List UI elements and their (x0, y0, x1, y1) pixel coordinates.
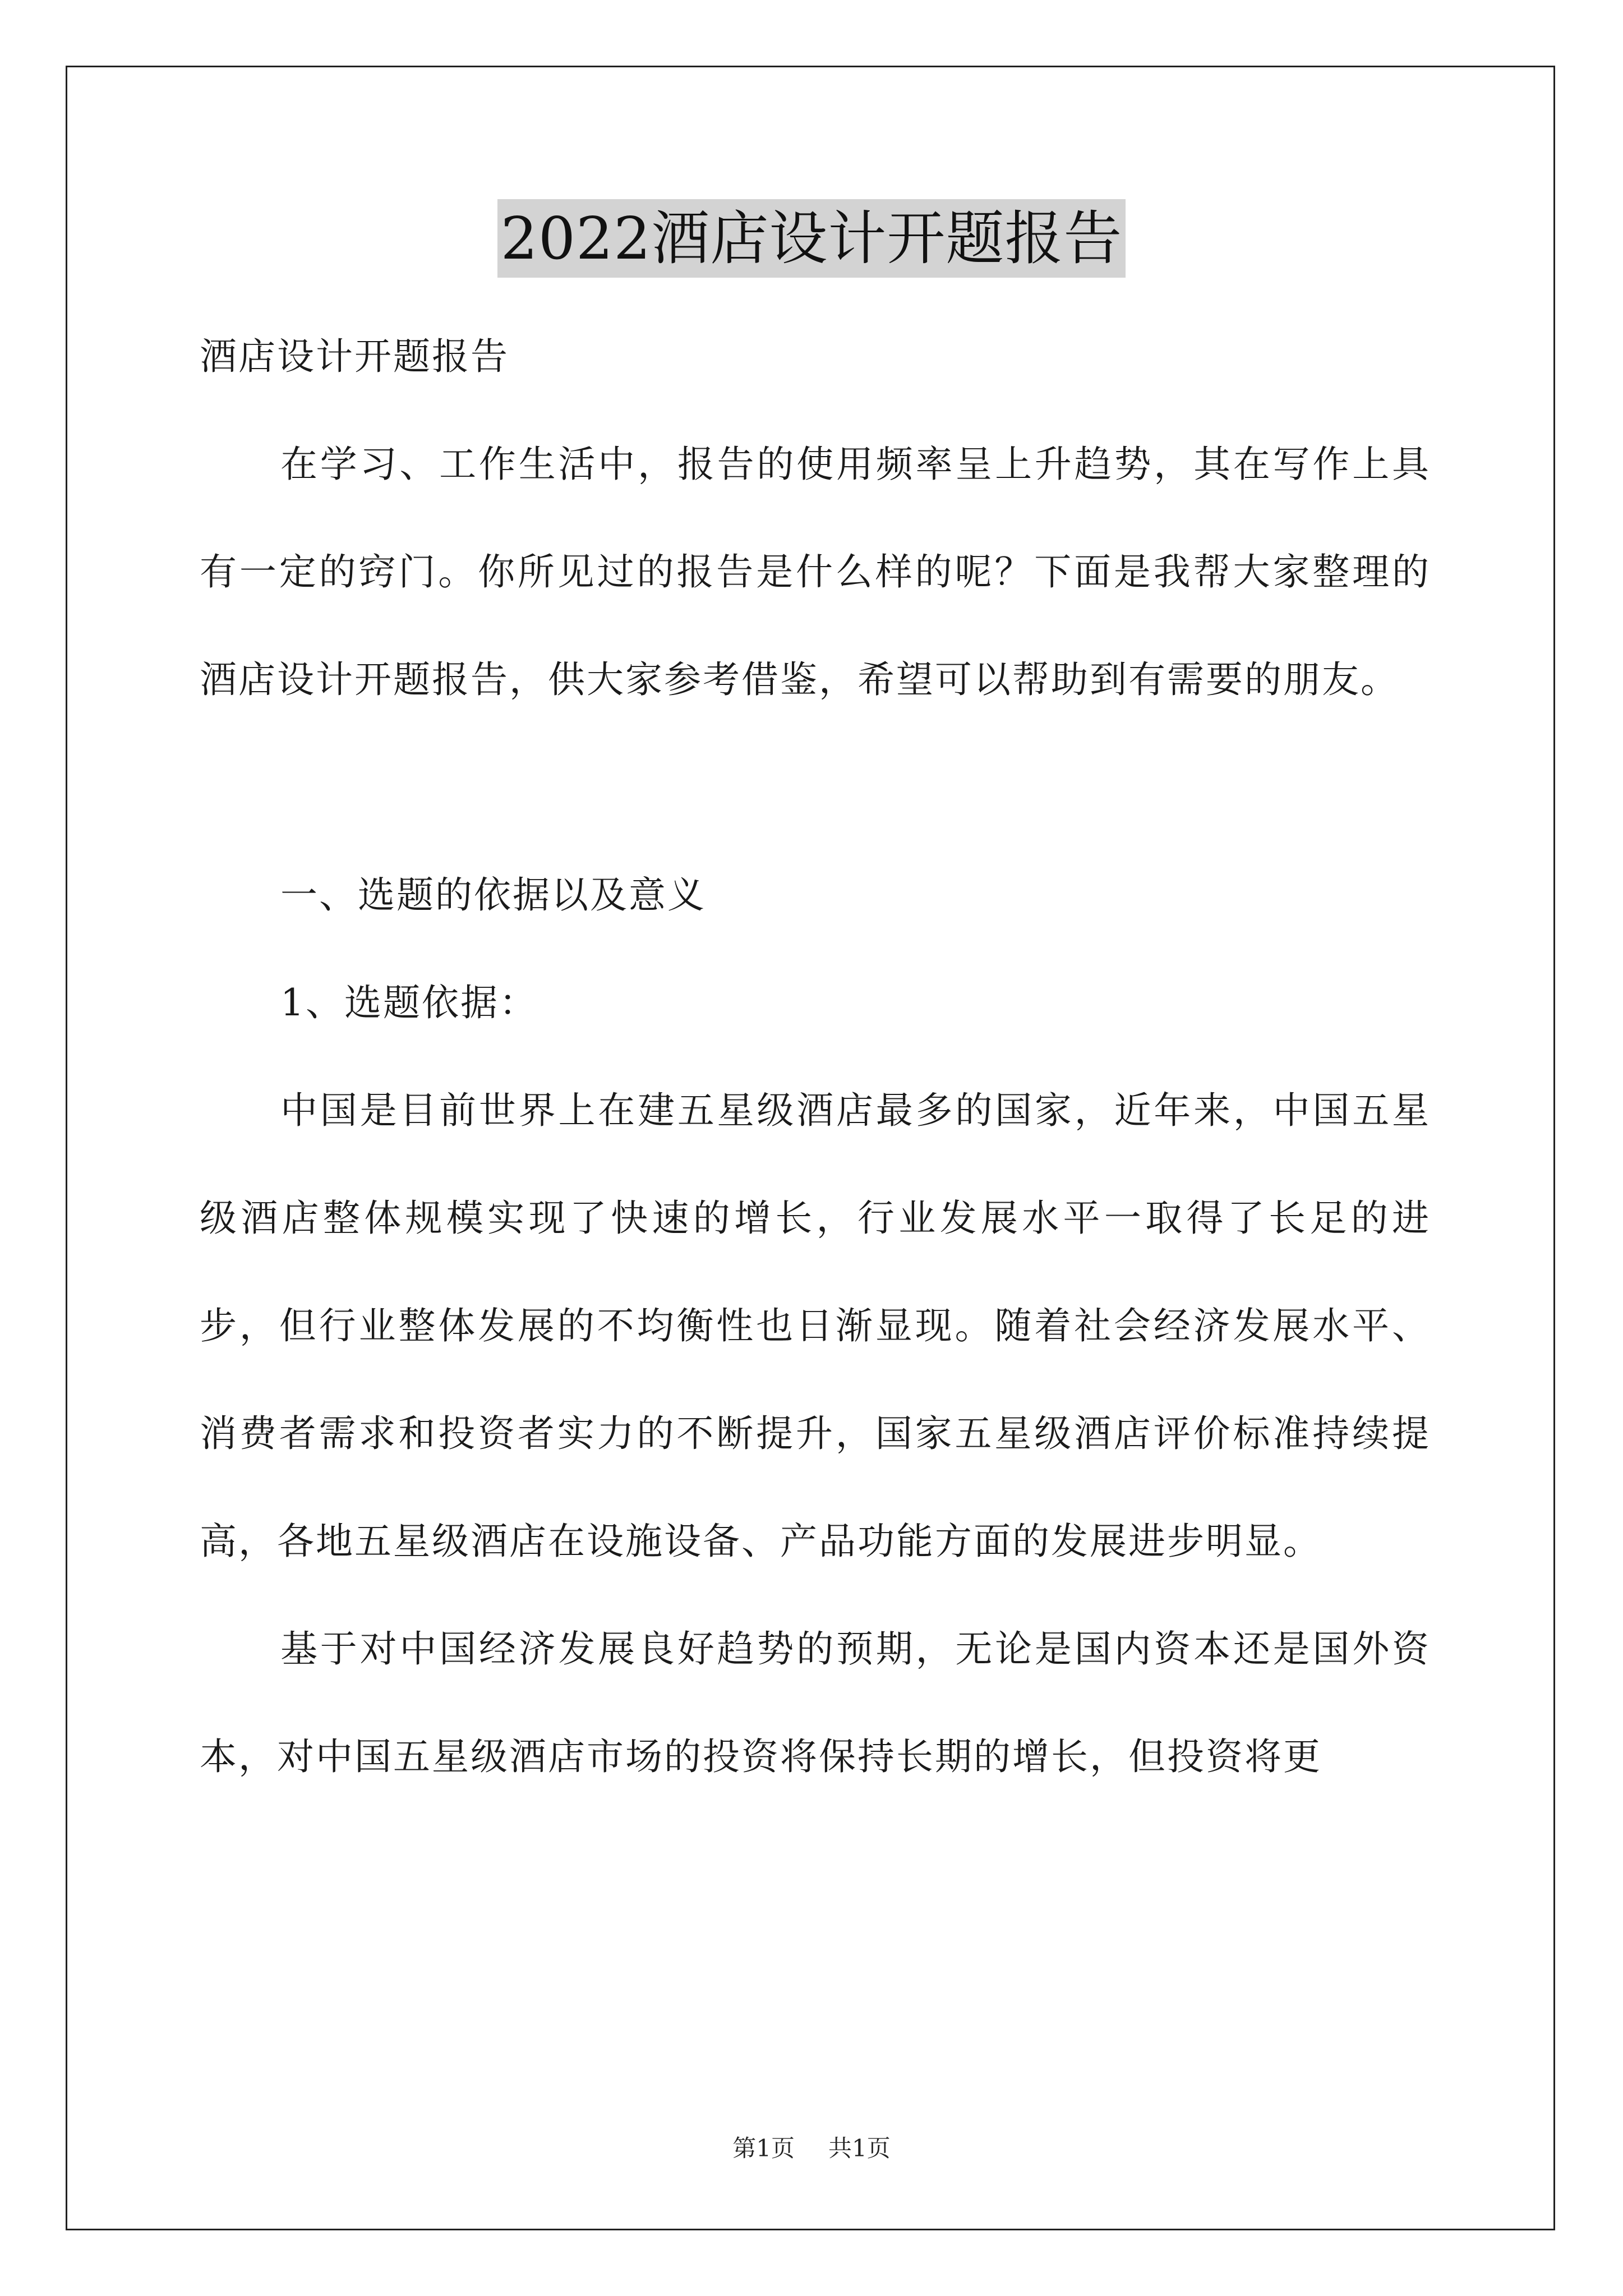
page-number: 第1页 (732, 2134, 795, 2162)
title-container (0, 199, 1623, 278)
paragraph-basis: 中国是目前世界上在建五星级酒店最多的国家，近年来，中国五星级酒店整体规模实现了快速的增长，行业发展水平一取得了长足的进步，但行业整体发展的不均衡性也日渐显现。随着社会经济发展水平、消费者需求和投资者实力的不断提升，国家五星级酒店评价标准持续提高，各地五星级酒店在设施设备、产品功能方面的发展进步明显。 (200, 1089, 1431, 1563)
section-heading: 一、选题的依据以及意义 (280, 873, 706, 917)
paragraph-subtitle: 酒店设计开题报告 (200, 335, 509, 378)
document-title: 2022酒店设计开题报告 (497, 199, 1126, 278)
subsection-heading: 1、选题依据： (280, 981, 538, 1024)
paragraph-intro: 在学习、工作生活中，报告的使用频率呈上升趋势，其在写作上具有一定的窍门。你所见过的报告是什么样的呢？下面是我帮大家整理的酒店设计开题报告，供大家参考借鉴，希望可以帮助到有需要的朋友。 (200, 443, 1431, 701)
page-total: 共1页 (828, 2134, 891, 2162)
page-footer (0, 2132, 1623, 2165)
paragraph-investment: 基于对中国经济发展良好趋势的预期，无论是国内资本还是国外资本，对中国五星级酒店市场的投资将保持长期的增长，但投资将更 (200, 1627, 1431, 1778)
document-body (200, 303, 1431, 1811)
